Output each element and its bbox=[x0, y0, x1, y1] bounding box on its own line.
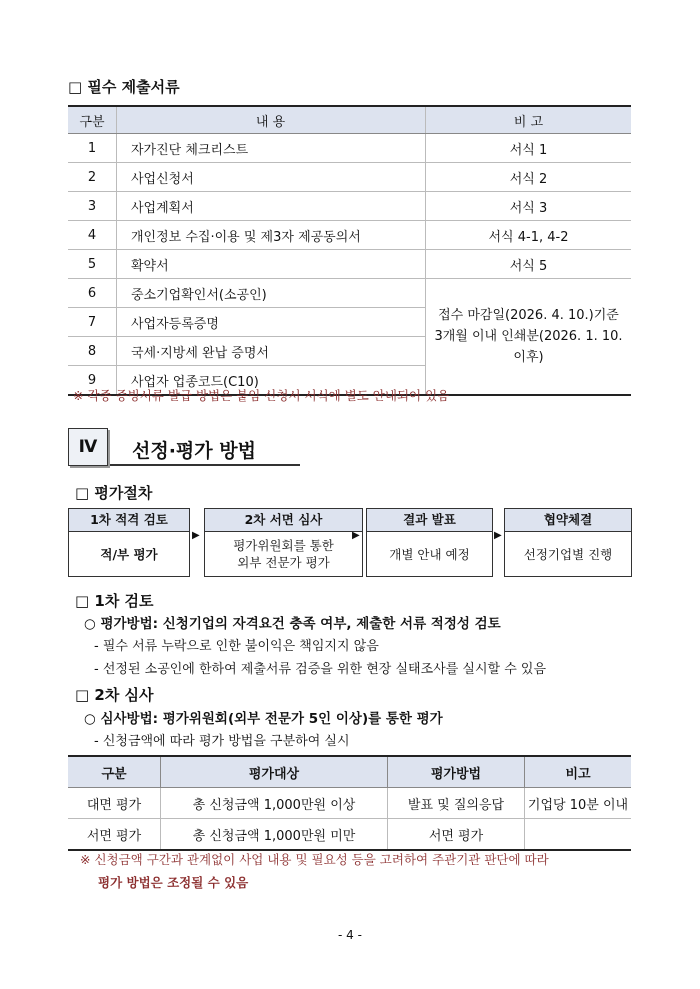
table-row bbox=[68, 221, 631, 250]
row-content: 확약서 bbox=[117, 250, 426, 279]
step-body-line1: 평가위원회를 통한 bbox=[233, 538, 334, 553]
row-content: 개인정보 수집·이용 및 제3자 제공동의서 bbox=[117, 221, 426, 250]
evaluation-method-table bbox=[68, 755, 631, 851]
procedure-step-4 bbox=[504, 508, 632, 577]
review1-title: □ 1차 검토 bbox=[75, 592, 154, 610]
row-target: 총 신청금액 1,000만원 미만 bbox=[161, 819, 388, 851]
header-note: 비고 bbox=[525, 756, 632, 788]
merged-note-line1: 접수 마감일(2026. 4. 10.)기준 bbox=[438, 308, 619, 323]
row-note: 서식 4-1, 4-2 bbox=[426, 221, 632, 250]
row-content: 사업자등록증명 bbox=[117, 308, 426, 337]
step-body bbox=[367, 532, 492, 576]
row-type: 대면 평가 bbox=[68, 788, 161, 819]
section-title-underline bbox=[110, 464, 300, 466]
step-body-text: 개별 안내 예정 bbox=[389, 546, 470, 562]
row-no: 9 bbox=[68, 366, 117, 396]
step-body-line2: 외부 전문가 평가 bbox=[237, 555, 330, 570]
row-no: 5 bbox=[68, 250, 117, 279]
row-note: 서식 5 bbox=[426, 250, 632, 279]
review2-dash1: - 신청금액에 따라 평가 방법을 구분하여 실시 bbox=[94, 734, 350, 749]
row-no: 8 bbox=[68, 337, 117, 366]
step-body bbox=[505, 532, 631, 576]
step-heading: 협약체결 bbox=[505, 509, 631, 532]
step-body-text: 선정기업별 진행 bbox=[523, 546, 613, 562]
row-content: 사업계획서 bbox=[117, 192, 426, 221]
step-body bbox=[69, 532, 189, 576]
row-no: 3 bbox=[68, 192, 117, 221]
step-body bbox=[205, 532, 362, 576]
table-row bbox=[68, 163, 631, 192]
table-header-row bbox=[68, 756, 631, 788]
section-title-selection: 선정·평가 방법 bbox=[132, 440, 256, 462]
header-note: 비 고 bbox=[426, 106, 632, 134]
review1-dash1: - 필수 서류 누락으로 인한 불이익은 책임지지 않음 bbox=[94, 639, 379, 654]
step-heading: 1차 적격 검토 bbox=[69, 509, 189, 532]
arrow-icon: ▶ bbox=[494, 530, 502, 541]
row-note: 서식 3 bbox=[426, 192, 632, 221]
procedure-step-1 bbox=[68, 508, 190, 577]
header-target: 평가대상 bbox=[161, 756, 388, 788]
row-note bbox=[525, 819, 632, 851]
docs-footnote: ※ 각종 증빙서류 발급 방법은 붙임 신청서 서식에 별도 안내되어 있음 bbox=[73, 388, 450, 403]
row-no: 6 bbox=[68, 279, 117, 308]
row-content: 중소기업확인서(소공인) bbox=[117, 279, 426, 308]
row-no: 2 bbox=[68, 163, 117, 192]
arrow-icon: ▶ bbox=[192, 530, 200, 541]
procedure-title: □ 평가절차 bbox=[75, 484, 153, 502]
step-heading: 결과 발표 bbox=[367, 509, 492, 532]
required-docs-table bbox=[68, 105, 631, 396]
table-row bbox=[68, 788, 631, 819]
row-note: 기업당 10분 이내 bbox=[525, 788, 632, 819]
table-row bbox=[68, 192, 631, 221]
review2-footnote-line2: 평가 방법은 조정될 수 있음 bbox=[98, 875, 249, 890]
header-content: 내 용 bbox=[117, 106, 426, 134]
row-no: 4 bbox=[68, 221, 117, 250]
table-row bbox=[68, 279, 631, 308]
row-note: 서식 2 bbox=[426, 163, 632, 192]
merged-note-line2: 3개월 이내 인쇄분(2026. 1. 10. 이후) bbox=[434, 329, 623, 365]
row-no: 7 bbox=[68, 308, 117, 337]
review1-dash2: - 선정된 소공인에 한하여 제출서류 검증을 위한 현장 실태조사를 실시할 수 있음 bbox=[94, 662, 547, 677]
row-method: 서면 평가 bbox=[388, 819, 525, 851]
review1-bullet: ○ 평가방법: 신청기업의 자격요건 충족 여부, 제출한 서류 적정성 검토 bbox=[84, 616, 501, 632]
row-content: 국세·지방세 완납 증명서 bbox=[117, 337, 426, 366]
row-type: 서면 평가 bbox=[68, 819, 161, 851]
section-title-required-docs: □ 필수 제출서류 bbox=[68, 78, 180, 96]
arrow-icon: ▶ bbox=[352, 530, 360, 541]
procedure-step-2 bbox=[204, 508, 363, 577]
page-number: - 4 - bbox=[338, 928, 362, 942]
table-row bbox=[68, 819, 631, 851]
header-method: 평가방법 bbox=[388, 756, 525, 788]
table-row bbox=[68, 250, 631, 279]
row-content: 자가진단 체크리스트 bbox=[117, 134, 426, 163]
row-no: 1 bbox=[68, 134, 117, 163]
row-method: 발표 및 질의응답 bbox=[388, 788, 525, 819]
table-header-row bbox=[68, 106, 631, 134]
header-type: 구분 bbox=[68, 756, 161, 788]
table-row bbox=[68, 134, 631, 163]
merged-note-cell bbox=[426, 279, 632, 396]
section-number-box: Ⅳ bbox=[68, 428, 108, 466]
row-target: 총 신청금액 1,000만원 이상 bbox=[161, 788, 388, 819]
step-body-text: 적/부 평가 bbox=[100, 546, 158, 562]
step-heading: 2차 서면 심사 bbox=[205, 509, 362, 532]
row-note: 서식 1 bbox=[426, 134, 632, 163]
procedure-step-3 bbox=[366, 508, 493, 577]
row-content: 사업신청서 bbox=[117, 163, 426, 192]
row-content: 사업자 업종코드(C10) bbox=[117, 366, 426, 396]
header-no: 구분 bbox=[68, 106, 117, 134]
review2-footnote-line1: ※ 신청금액 구간과 관계없이 사업 내용 및 필요성 등을 고려하여 주관기관 판단에 따라 bbox=[80, 852, 549, 867]
review2-bullet: ○ 심사방법: 평가위원회(외부 전문가 5인 이상)를 통한 평가 bbox=[84, 711, 443, 727]
review2-title: □ 2차 심사 bbox=[75, 686, 154, 704]
